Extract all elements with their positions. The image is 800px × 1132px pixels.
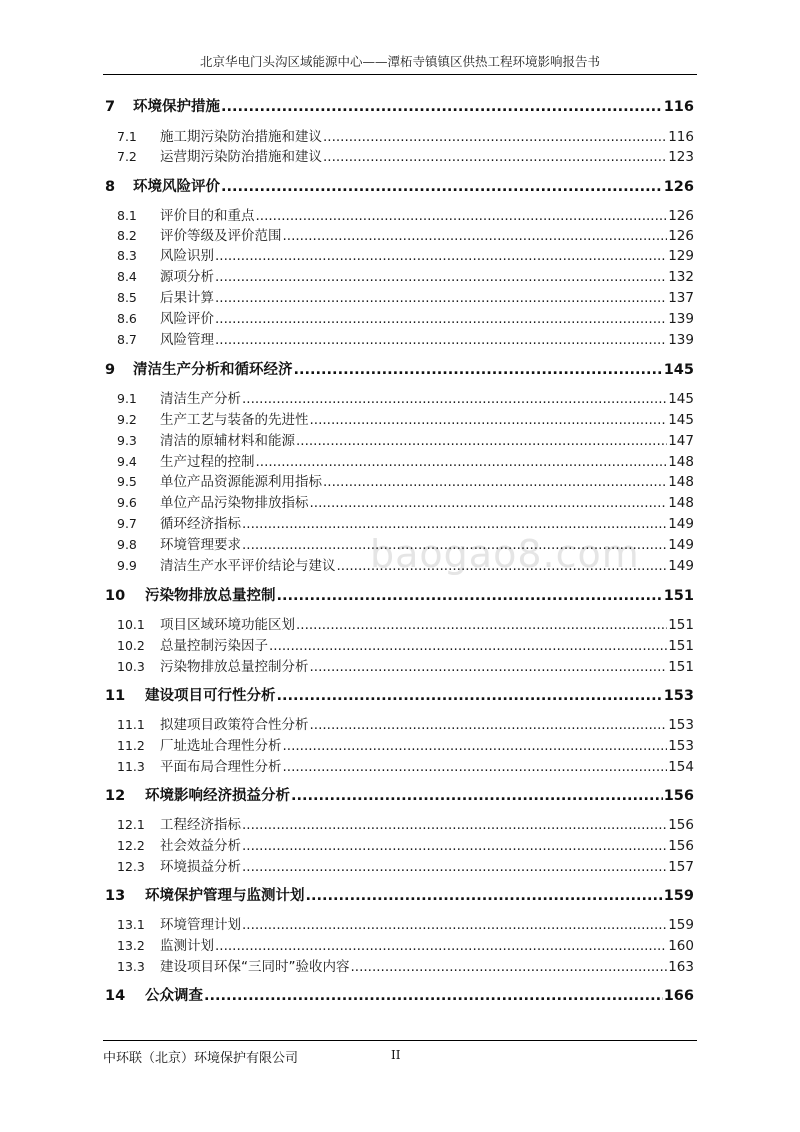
toc-entry-number: 8.5 — [117, 290, 137, 305]
toc-section-entry[interactable] — [117, 636, 694, 656]
toc-entry-number: 7 — [105, 99, 116, 115]
toc-entry-page: 147 — [668, 433, 694, 449]
toc-entry-number: 13.3 — [117, 959, 145, 974]
toc-dot-leader — [310, 410, 668, 430]
toc-entry-page: 126 — [668, 228, 694, 244]
toc-entry-number: 10 — [105, 588, 126, 604]
toc-entry-page: 151 — [668, 659, 694, 675]
toc-entry-page: 148 — [668, 495, 694, 511]
toc-dot-leader — [283, 736, 668, 756]
toc-entry-number: 7.2 — [117, 149, 137, 164]
toc-dot-leader — [294, 360, 663, 380]
toc-entry-page: 159 — [663, 888, 694, 904]
toc-chapter-entry[interactable] — [105, 686, 694, 706]
toc-entry-title: 环境保护措施 — [133, 99, 220, 115]
toc-section-entry[interactable] — [117, 267, 694, 287]
toc-dot-leader — [215, 246, 667, 266]
toc-section-entry[interactable] — [117, 957, 694, 977]
toc-entry-title: 评价等级及评价范围 — [160, 228, 282, 244]
toc-entry-number: 13.1 — [117, 917, 145, 932]
toc-entry-page: 151 — [663, 588, 694, 604]
toc-entry-title: 清洁的原辅材料和能源 — [160, 433, 295, 449]
toc-section-entry[interactable] — [117, 936, 694, 956]
toc-dot-leader — [242, 389, 667, 409]
toc-dot-leader — [351, 957, 668, 977]
toc-dot-leader — [256, 452, 668, 472]
toc-dot-leader — [215, 267, 667, 287]
toc-entry-number: 12.2 — [117, 838, 145, 853]
toc-entry-page: 153 — [663, 688, 694, 704]
toc-dot-leader — [337, 556, 668, 576]
toc-section-entry[interactable] — [117, 472, 694, 492]
toc-entry-page: 139 — [668, 332, 694, 348]
toc-entry-title: 风险评价 — [160, 311, 214, 327]
toc-dot-leader — [277, 586, 663, 606]
toc-dot-leader — [306, 886, 663, 906]
toc-entry-title: 单位产品污染物排放指标 — [160, 495, 309, 511]
toc-entry-number: 8 — [105, 179, 116, 195]
toc-entry-title: 污染物排放总量控制分析 — [160, 659, 309, 675]
toc-section-entry[interactable] — [117, 309, 694, 329]
toc-section-entry[interactable] — [117, 127, 694, 147]
toc-entry-page: 151 — [668, 638, 694, 654]
toc-entry-page: 116 — [668, 129, 694, 145]
toc-entry-number: 11.1 — [117, 717, 145, 732]
toc-entry-title: 环境风险评价 — [133, 179, 220, 195]
toc-entry-number: 9.7 — [117, 516, 137, 531]
toc-dot-leader — [242, 535, 667, 555]
toc-section-entry[interactable] — [117, 389, 694, 409]
footer-page-number: II — [391, 1048, 401, 1062]
toc-entry-page: 166 — [663, 988, 694, 1004]
toc-section-entry[interactable] — [117, 226, 694, 246]
toc-entry-page: 145 — [668, 412, 694, 428]
toc-entry-number: 9.4 — [117, 454, 137, 469]
toc-entry-number: 8.2 — [117, 228, 137, 243]
toc-entry-title: 环境损益分析 — [160, 859, 241, 875]
toc-entry-title: 运营期污染防治措施和建议 — [160, 149, 322, 165]
toc-entry-page: 156 — [668, 838, 694, 854]
toc-entry-title: 清洁生产分析和循环经济 — [133, 362, 293, 378]
toc-entry-title: 环境保护管理与监测计划 — [145, 888, 305, 904]
toc-section-entry[interactable] — [117, 330, 694, 350]
toc-entry-title: 环境管理计划 — [160, 917, 241, 933]
toc-section-entry[interactable] — [117, 410, 694, 430]
toc-entry-title: 清洁生产水平评价结论与建议 — [160, 558, 336, 574]
toc-dot-leader — [215, 309, 667, 329]
toc-section-entry[interactable] — [117, 556, 694, 576]
toc-entry-number: 8.6 — [117, 311, 137, 326]
toc-entry-page: 156 — [663, 788, 694, 804]
toc-dot-leader — [242, 815, 667, 835]
toc-entry-page: 160 — [668, 938, 694, 954]
toc-section-entry[interactable] — [117, 715, 694, 735]
toc-dot-leader — [242, 514, 667, 534]
toc-dot-leader — [323, 472, 667, 492]
toc-entry-page: 148 — [668, 474, 694, 490]
toc-entry-title: 后果计算 — [160, 290, 214, 306]
toc-entry-number: 9.9 — [117, 558, 137, 573]
toc-section-entry[interactable] — [117, 736, 694, 756]
toc-dot-leader — [283, 757, 668, 777]
toc-entry-page: 145 — [668, 391, 694, 407]
toc-entry-number: 10.2 — [117, 638, 145, 653]
toc-entry-page: 148 — [668, 454, 694, 470]
toc-dot-leader — [323, 127, 667, 147]
toc-entry-page: 159 — [668, 917, 694, 933]
toc-entry-number: 13.2 — [117, 938, 145, 953]
toc-entry-title: 公众调查 — [145, 988, 203, 1004]
toc-entry-page: 163 — [668, 959, 694, 975]
toc-entry-title: 清洁生产分析 — [160, 391, 241, 407]
toc-entry-page: 149 — [668, 537, 694, 553]
toc-section-entry[interactable] — [117, 206, 694, 226]
toc-entry-page: 145 — [663, 362, 694, 378]
watermark: baogao8.com — [370, 532, 640, 576]
toc-section-entry[interactable] — [117, 857, 694, 877]
toc-chapter-entry[interactable] — [105, 986, 694, 1006]
toc-entry-title: 单位产品资源能源利用指标 — [160, 474, 322, 490]
toc-chapter-entry[interactable] — [105, 177, 694, 197]
toc-entry-number: 8.7 — [117, 332, 137, 347]
toc-section-entry[interactable] — [117, 836, 694, 856]
toc-entry-number: 9 — [105, 362, 116, 378]
toc-entry-page: 116 — [663, 99, 694, 115]
toc-entry-title: 建设项目可行性分析 — [145, 688, 276, 704]
toc-entry-title: 风险管理 — [160, 332, 214, 348]
toc-entry-number: 12.1 — [117, 817, 145, 832]
toc-dot-leader — [310, 493, 668, 513]
toc-entry-title: 环境管理要求 — [160, 537, 241, 553]
toc-entry-page: 126 — [668, 208, 694, 224]
toc-dot-leader — [242, 836, 667, 856]
toc-entry-number: 9.3 — [117, 433, 137, 448]
toc-entry-title: 环境影响经济损益分析 — [145, 788, 290, 804]
toc-section-entry[interactable] — [117, 246, 694, 266]
toc-entry-page: 151 — [668, 617, 694, 633]
toc-entry-number: 9.2 — [117, 412, 137, 427]
toc-entry-page: 137 — [668, 290, 694, 306]
toc-entry-title: 平面布局合理性分析 — [160, 759, 282, 775]
toc-entry-number: 12.3 — [117, 859, 145, 874]
toc-entry-title: 污染物排放总量控制 — [145, 588, 276, 604]
toc-dot-leader — [256, 206, 668, 226]
toc-dot-leader — [215, 330, 667, 350]
toc-entry-title: 源项分析 — [160, 269, 214, 285]
toc-entry-title: 风险识别 — [160, 248, 214, 264]
footer-divider — [103, 1040, 697, 1041]
toc-entry-number: 9.6 — [117, 495, 137, 510]
toc-section-entry[interactable] — [117, 815, 694, 835]
toc-entry-number: 10.1 — [117, 617, 145, 632]
toc-dot-leader — [283, 226, 668, 246]
toc-entry-title: 生产工艺与装备的先进性 — [160, 412, 309, 428]
toc-entry-title: 厂址选址合理性分析 — [160, 738, 282, 754]
toc-entry-number: 7.1 — [117, 129, 137, 144]
toc-entry-page: 126 — [663, 179, 694, 195]
footer-company: 中环联（北京）环境保护有限公司 — [103, 1051, 299, 1066]
toc-dot-leader — [221, 177, 663, 197]
toc-entry-title: 建设项目环保“三同时”验收内容 — [160, 959, 350, 975]
toc-entry-number: 9.1 — [117, 391, 137, 406]
header-divider — [103, 74, 697, 75]
toc-chapter-entry[interactable] — [105, 360, 694, 380]
toc-dot-leader — [269, 636, 667, 656]
toc-chapter-entry[interactable] — [105, 786, 694, 806]
toc-section-entry[interactable] — [117, 452, 694, 472]
toc-section-entry[interactable] — [117, 535, 694, 555]
toc-entry-title: 生产过程的控制 — [160, 454, 255, 470]
toc-dot-leader — [242, 857, 667, 877]
toc-entry-number: 11.2 — [117, 738, 145, 753]
toc-section-entry[interactable] — [117, 288, 694, 308]
toc-entry-number: 8.1 — [117, 208, 137, 223]
toc-entry-page: 129 — [668, 248, 694, 264]
toc-entry-number: 8.4 — [117, 269, 137, 284]
toc-entry-number: 9.8 — [117, 537, 137, 552]
toc-chapter-entry[interactable] — [105, 886, 694, 906]
toc-section-entry[interactable] — [117, 657, 694, 677]
toc-entry-title: 总量控制污染因子 — [160, 638, 268, 654]
toc-entry-page: 154 — [668, 759, 694, 775]
toc-entry-page: 153 — [668, 738, 694, 754]
toc-entry-page: 156 — [668, 817, 694, 833]
toc-entry-title: 拟建项目政策符合性分析 — [160, 717, 309, 733]
running-header: 北京华电门头沟区域能源中心——潭柘寺镇镇区供热工程环境影响报告书 — [199, 54, 600, 69]
toc-dot-leader — [204, 986, 663, 1006]
toc-dot-leader — [323, 147, 667, 167]
toc-dot-leader — [277, 686, 663, 706]
toc-entry-number: 10.3 — [117, 659, 145, 674]
toc-entry-number: 11.3 — [117, 759, 145, 774]
toc-dot-leader — [296, 615, 667, 635]
toc-chapter-entry[interactable] — [105, 97, 694, 117]
toc-section-entry[interactable] — [117, 147, 694, 167]
toc-entry-page: 153 — [668, 717, 694, 733]
toc-entry-number: 12 — [105, 788, 126, 804]
toc-section-entry[interactable] — [117, 615, 694, 635]
toc-entry-number: 9.5 — [117, 474, 137, 489]
toc-dot-leader — [215, 936, 667, 956]
toc-section-entry[interactable] — [117, 915, 694, 935]
toc-entry-number: 11 — [105, 688, 126, 704]
toc-section-entry[interactable] — [117, 431, 694, 451]
toc-dot-leader — [215, 288, 667, 308]
toc-section-entry[interactable] — [117, 493, 694, 513]
toc-entry-title: 社会效益分析 — [160, 838, 241, 854]
toc-entry-title: 评价目的和重点 — [160, 208, 255, 224]
toc-section-entry[interactable] — [117, 514, 694, 534]
toc-entry-title: 项目区域环境功能区划 — [160, 617, 295, 633]
toc-chapter-entry[interactable] — [105, 586, 694, 606]
toc-dot-leader — [296, 431, 667, 451]
toc-entry-number: 14 — [105, 988, 126, 1004]
toc-entry-number: 8.3 — [117, 248, 137, 263]
toc-entry-page: 149 — [668, 516, 694, 532]
toc-entry-number: 13 — [105, 888, 126, 904]
toc-entry-page: 149 — [668, 558, 694, 574]
toc-entry-page: 132 — [668, 269, 694, 285]
toc-entry-page: 123 — [668, 149, 694, 165]
toc-entry-title: 工程经济指标 — [160, 817, 241, 833]
toc-dot-leader — [221, 97, 663, 117]
toc-dot-leader — [291, 786, 663, 806]
toc-section-entry[interactable] — [117, 757, 694, 777]
toc-entry-title: 监测计划 — [160, 938, 214, 954]
toc-entry-page: 139 — [668, 311, 694, 327]
toc-dot-leader — [310, 657, 668, 677]
toc-dot-leader — [242, 915, 667, 935]
toc-entry-page: 157 — [668, 859, 694, 875]
toc-dot-leader — [310, 715, 668, 735]
toc-entry-title: 施工期污染防治措施和建议 — [160, 129, 322, 145]
toc-entry-title: 循环经济指标 — [160, 516, 241, 532]
